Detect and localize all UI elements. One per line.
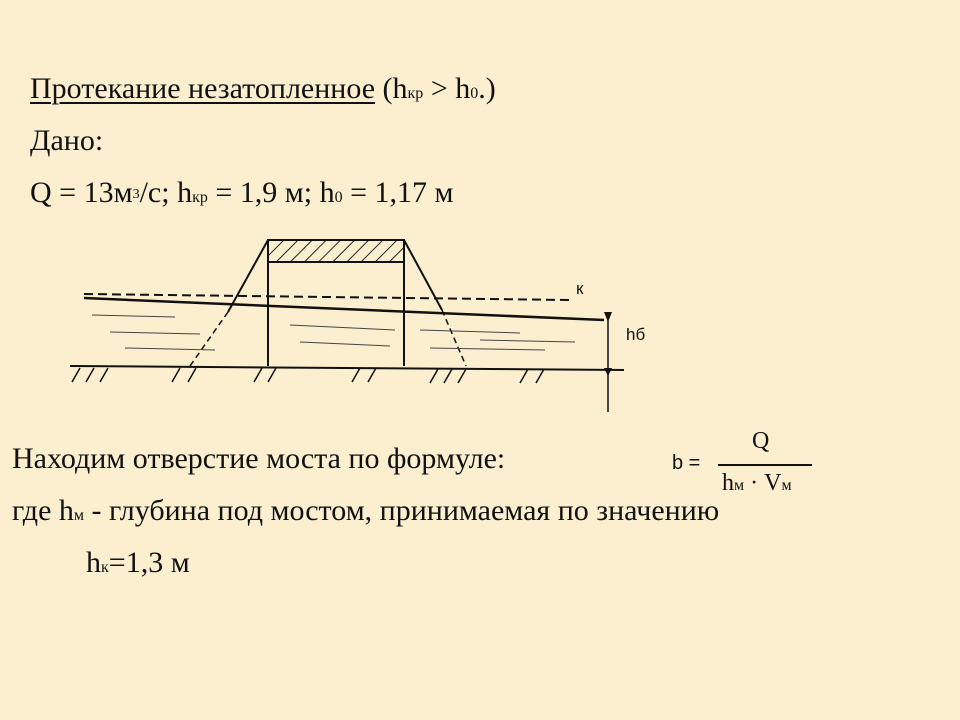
depth-arrow-top: [604, 312, 612, 322]
slope-right-dashed: [442, 310, 466, 366]
ground-line: [70, 366, 624, 370]
given-hkr-sub: кр: [192, 189, 208, 206]
given-q-tail: /с; h: [139, 176, 193, 209]
formula-den-v-sub: м: [781, 477, 792, 494]
heading-cond-open: (h: [382, 72, 408, 105]
body-line3-sub: к: [101, 559, 109, 576]
body-line2-a: где h: [12, 494, 74, 527]
label-hb: hб: [626, 325, 646, 344]
depth-arrow-bottom: [604, 368, 612, 376]
heading-sub-0: 0: [470, 85, 479, 102]
given-q-sup: 3: [132, 187, 140, 202]
formula-den-dot: ·: [750, 470, 759, 496]
formula-den-h: h: [722, 470, 734, 496]
heading-title: Протекание незатопленное: [30, 72, 376, 105]
body-line-2: [12, 494, 719, 533]
body-line3-b: =1,3 м: [108, 546, 190, 579]
formula-den-v: V: [764, 470, 782, 496]
heading-cond-close: .): [478, 72, 496, 105]
formula-lhs: b =: [672, 452, 701, 474]
body-line-3: [86, 546, 190, 585]
ground-hatching: [72, 368, 544, 383]
body-line2-sub: м: [73, 507, 85, 524]
water-hatching: [92, 315, 575, 350]
heading-sub-kr: кр: [407, 85, 424, 102]
given-h0-sub: 0: [334, 189, 343, 206]
body-line3-a: h: [86, 546, 101, 579]
given-h0-tail: = 1,17 м: [342, 176, 454, 209]
formula-fraction-bar: [718, 464, 812, 466]
formula-denominator: [722, 470, 792, 497]
slope-right-solid: [404, 240, 442, 310]
given-hkr-tail: = 1,9 м; h: [207, 176, 335, 209]
body-line2-b: - глубина под мостом, принимаемая по значению: [84, 494, 720, 527]
body-line-1: Находим отверстие моста по формуле:: [12, 442, 506, 475]
slope-left-solid: [228, 240, 268, 312]
bridge-deck: [268, 240, 404, 262]
formula-den-h-sub: м: [734, 477, 745, 494]
slope-left-dashed: [190, 312, 228, 366]
given-q: Q = 13м: [30, 176, 133, 209]
heading-cond-mid: > h: [423, 72, 471, 105]
label-k: к: [576, 279, 584, 298]
formula-numerator: Q: [752, 428, 770, 454]
critical-depth-line: [84, 294, 570, 300]
given-label: Дано:: [30, 124, 104, 157]
